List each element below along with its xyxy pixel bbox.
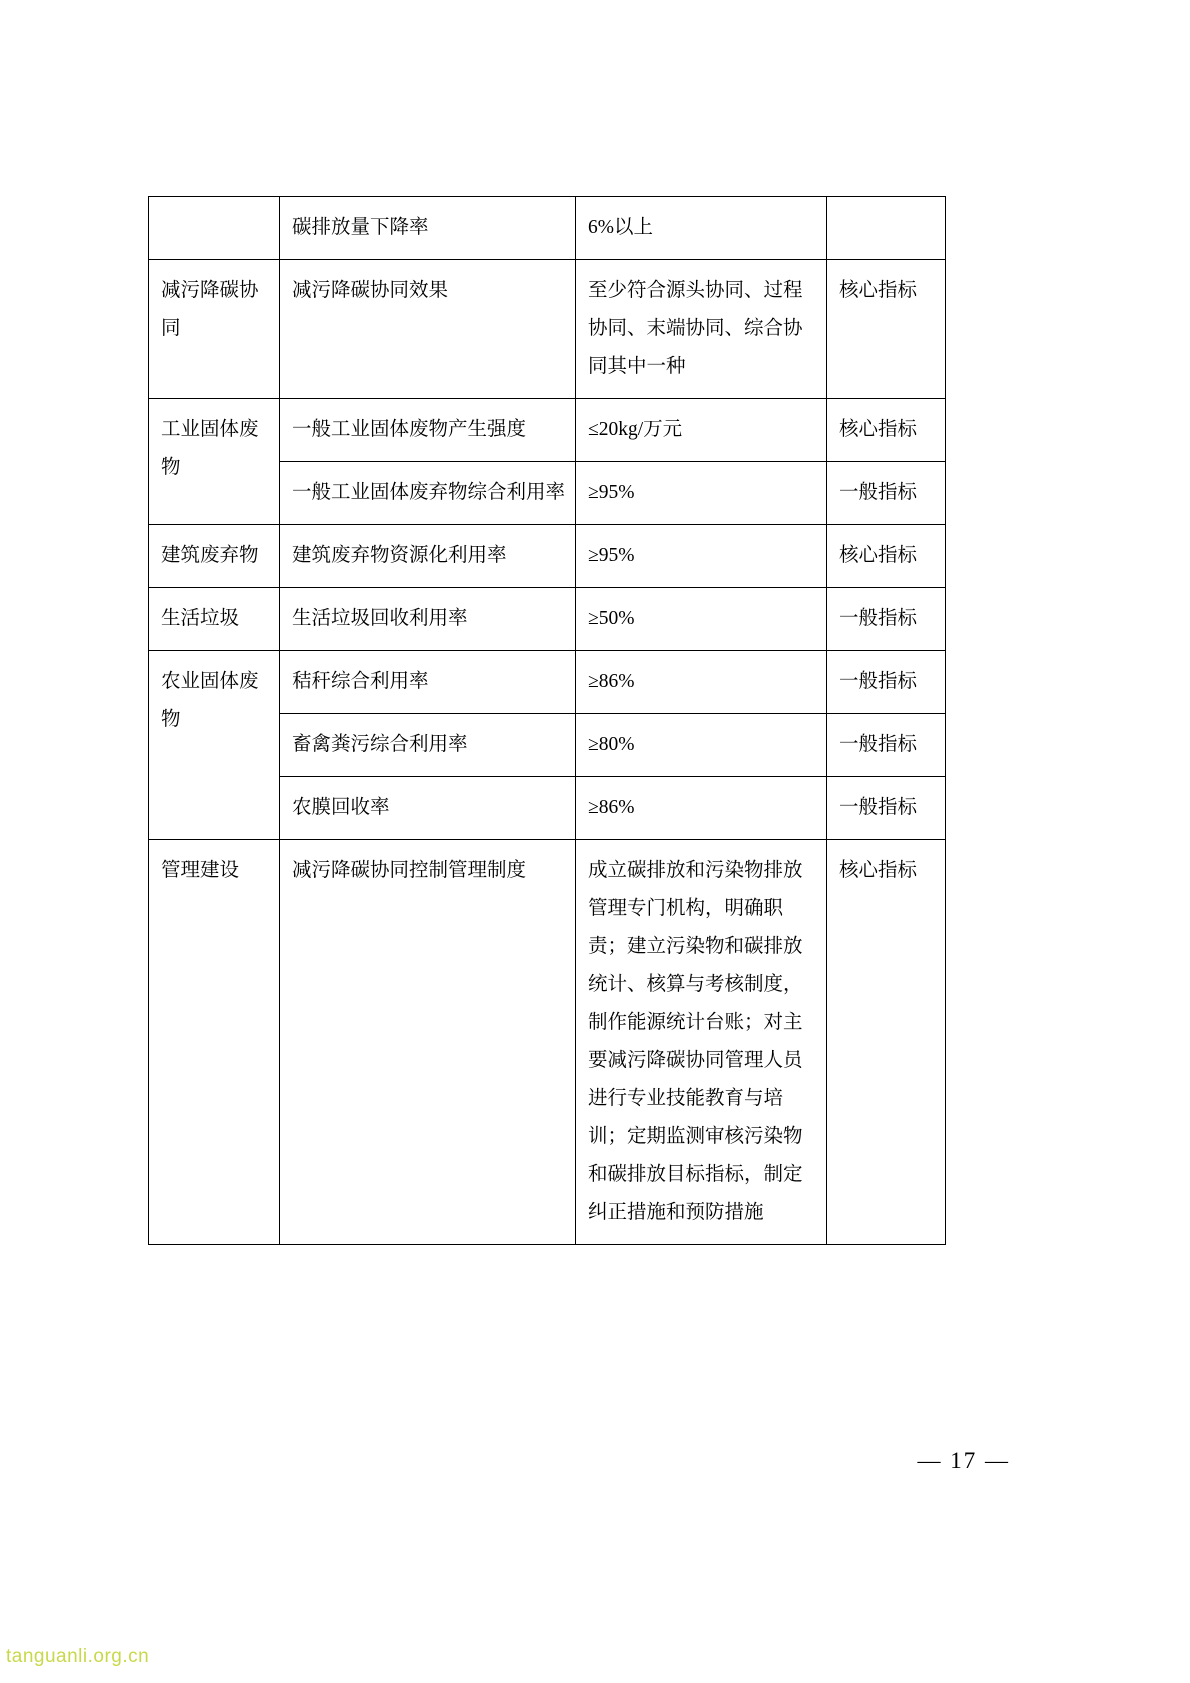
indicator-text: 建筑废弃物资源化利用率: [292, 545, 507, 567]
category-text: 建筑废弃物: [161, 545, 259, 567]
indicator-text: 一般工业固体废弃物综合利用率: [292, 482, 566, 504]
target-text: ≥50%: [588, 608, 635, 630]
table-row: [149, 525, 946, 588]
cell-type: [827, 525, 946, 588]
cell-category: [149, 399, 280, 525]
type-text: 一般指标: [839, 734, 918, 756]
target-text: ≥86%: [588, 671, 635, 693]
type-text: 核心指标: [839, 545, 918, 567]
table-row: [149, 588, 946, 651]
category-text: 减污降碳协同: [161, 280, 259, 340]
table-row: [149, 651, 946, 714]
type-text: 核心指标: [839, 419, 918, 441]
indicator-text: 减污降碳协同控制管理制度: [292, 860, 527, 882]
target-text: ≥95%: [588, 545, 635, 567]
cell-indicator: [280, 840, 576, 1245]
cell-target: [576, 777, 827, 840]
cell-indicator: [280, 714, 576, 777]
target-text: ≥95%: [588, 482, 635, 504]
cell-target: [576, 462, 827, 525]
cell-indicator: [280, 777, 576, 840]
cell-target: [576, 651, 827, 714]
watermark: tanguanli.org.cn: [6, 1646, 150, 1667]
cell-indicator: [280, 260, 576, 399]
indicator-text: 秸秆综合利用率: [292, 671, 429, 693]
cell-indicator: [280, 197, 576, 260]
indicator-text: 减污降碳协同效果: [292, 280, 449, 302]
type-text: 一般指标: [839, 482, 918, 504]
table-row: [149, 840, 946, 1245]
indicator-text: 一般工业固体废物产生强度: [292, 419, 527, 441]
target-text: 至少符合源头协同、过程协同、末端协同、综合协同其中一种: [588, 280, 803, 378]
indicator-text: 畜禽粪污综合利用率: [292, 734, 468, 756]
target-text: 成立碳排放和污染物排放管理专门机构，明确职责；建立污染物和碳排放统计、核算与考核制度，制作能源统计台账；对主要减污降碳协同管理人员进行专业技能教育与培训；定期监测审核污染物和碳排放目标指标，制定纠正措施和预防措施: [588, 860, 803, 1224]
cell-type: [827, 260, 946, 399]
table-row: [149, 399, 946, 462]
category-text: 生活垃圾: [161, 608, 240, 630]
cell-category: [149, 260, 280, 399]
indicator-text: 农膜回收率: [292, 797, 390, 819]
page-number: — 17 —: [917, 1448, 1010, 1473]
type-text: 一般指标: [839, 671, 918, 693]
cell-indicator: [280, 399, 576, 462]
cell-indicator: [280, 525, 576, 588]
cell-category: [149, 588, 280, 651]
cell-type: [827, 777, 946, 840]
category-text: 工业固体废物: [161, 419, 259, 479]
cell-indicator: [280, 651, 576, 714]
indicators-table: [148, 196, 946, 1245]
table-row: [149, 197, 946, 260]
cell-category: [149, 651, 280, 840]
target-text: ≤20kg/万元: [588, 419, 683, 441]
target-text: ≥80%: [588, 734, 635, 756]
indicator-text: 碳排放量下降率: [292, 217, 429, 238]
indicator-text: 生活垃圾回收利用率: [292, 608, 468, 630]
type-text: 核心指标: [839, 280, 918, 302]
cell-type: [827, 197, 946, 260]
cell-type: [827, 714, 946, 777]
type-text: 一般指标: [839, 608, 918, 630]
cell-category: [149, 525, 280, 588]
cell-type: [827, 399, 946, 462]
cell-type: [827, 840, 946, 1245]
cell-category: [149, 840, 280, 1245]
cell-target: [576, 840, 827, 1245]
table-row: [149, 260, 946, 399]
cell-target: [576, 714, 827, 777]
cell-target: [576, 260, 827, 399]
cell-type: [827, 588, 946, 651]
type-text: 一般指标: [839, 797, 918, 819]
target-text: 6%以上: [588, 217, 653, 238]
cell-target: [576, 197, 827, 260]
cell-type: [827, 462, 946, 525]
type-text: 核心指标: [839, 860, 918, 882]
cell-indicator: [280, 588, 576, 651]
target-text: ≥86%: [588, 797, 635, 819]
cell-category: [149, 197, 280, 260]
cell-target: [576, 525, 827, 588]
category-text: 农业固体废物: [161, 671, 259, 731]
cell-type: [827, 651, 946, 714]
cell-indicator: [280, 462, 576, 525]
cell-target: [576, 399, 827, 462]
category-text: 管理建设: [161, 860, 240, 882]
cell-target: [576, 588, 827, 651]
